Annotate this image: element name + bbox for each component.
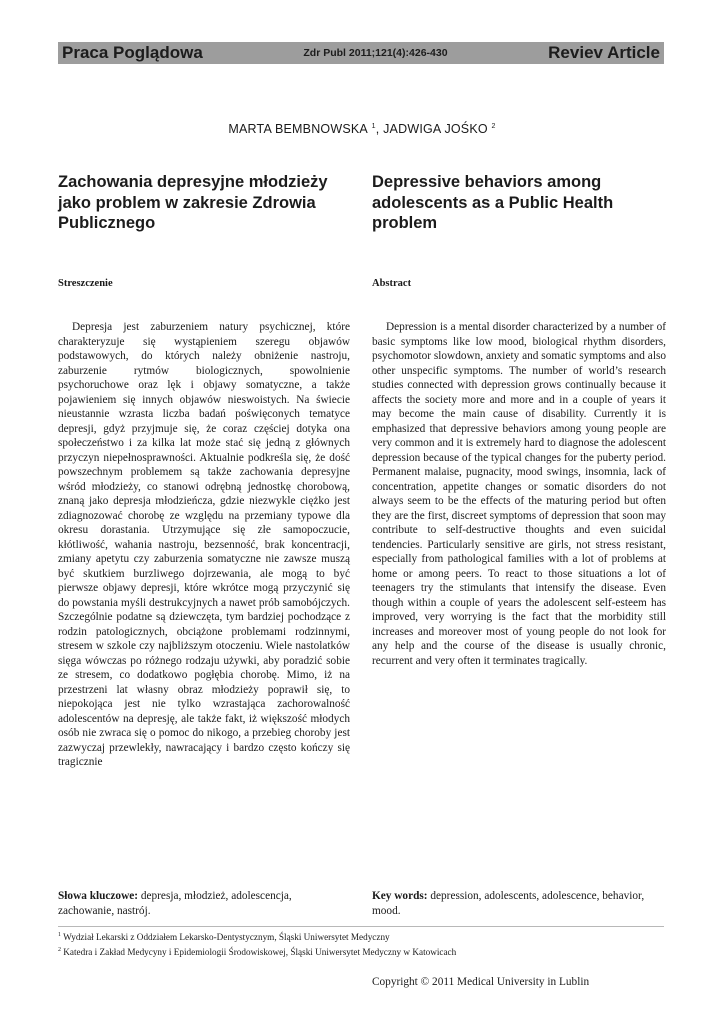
copyright-notice: Copyright © 2011 Medical University in Lublin [372, 976, 590, 988]
footnote [58, 944, 664, 959]
article-type-polish: Praca Poglądowa [62, 43, 203, 62]
keywords-polish [58, 889, 350, 918]
abstract-heading-polish: Streszczenie [58, 278, 113, 289]
footnote-marker: 1 [58, 932, 61, 938]
title-polish: Zachowania depresyjne młodzieży jako problem w zakresie Zdrowia Publicznego [58, 173, 328, 232]
article-type-english: Reviev Article [548, 43, 660, 62]
footnote-text: Wydział Lekarski z Oddziałem Lekarsko-Dentystycznym, Śląski Uniwersytet Medyczny [61, 932, 390, 943]
title-english: Depressive behaviors among adolescents as a Public Health problem [372, 173, 614, 232]
keywords-text-english: depression, adolescents, adolescence, behavior, mood. [372, 890, 645, 917]
abstract-body-english: Depression is a mental disorder characterized by a number of basic symptoms like low mood, biological rhythm disorders, psychomotor slowdown, anxiety and somatic symptoms and also other unspecific symptoms. The number of world’s research studies connected with depression grows continually because it affects the society more and more and in a couple of years it may become the main cause of disability. Currently it is emphasized that depressive behaviors among young people are very common and it is extremely hard to diagnose the adolescent depression because of the typical changes for the puberty period. Permanent malaise, pugnacity, mood swings, insomnia, lack of concentration, appetite changes or somatic disorders do not always seem to be the effects of the maturing period but often they are the first, discreet symptoms of depression that soon may contribute to self-destructive thoughts and even suicidal tendencies. Particularly sensitive are girls, not stress resistant, especially from pathological families with a lot of problems at home or among peers. To react to those situations a lot of teenagers try the stimulants that intensify the disease. Even though within a couple of years the adolescent self-esteem has improved, very worrying is the fact that the morbidity still increases and moreover most of young people do not look for any help and the course of the disease is usually chronic, recurrent and very often it terminates tragically. [372, 321, 666, 667]
footnote-text: Katedra i Zakład Medycyny i Epidemiologii Środowiskowej, Śląski Uniwersytet Medyczny w Katowicach [61, 946, 457, 957]
journal-header-bar [58, 42, 664, 64]
keywords-english [372, 889, 666, 918]
keywords-text-polish: depresja, młodzież, adolescencja, zachowanie, nastrój. [58, 890, 292, 917]
author-line [0, 122, 724, 136]
abstract-heading-english: Abstract [372, 278, 412, 289]
author-1: MARTA BEMBNOWSKA [228, 122, 368, 136]
footnote [58, 929, 664, 944]
abstract-body-polish: Depresja jest zaburzeniem natury psychicznej, które charakteryzuje się wystąpieniem szeregu objawów podstawowych, do których należy obniżenie nastroju, zaburzenie rytmów biologicznych, spowolnienie psychoruchowe oraz lęk i objawy somatyczne, a także pojawieniem się innych objawów nieswoistych. Na świecie nieustannie wzrasta liczba badań poświęconych tematyce depresji, gdyż przyjmuje się, że coraz częściej dotyka ona społeczeństwo i za kilka lat może stać się jedną z głównych przyczyn niepełnosprawności. Aktualnie podkreśla się, że dość powszechnym problemem są także zachowania depresyjne wśród młodzieży, co stanowi odrębną jednostkę chorobową, znaną jako depresja młodzieńcza, gdzie niezwykle ciężko jest zdiagnozować chorobę ze względu na przemiany typowe dla okresu dorastania. Utrzymujące się złe samopoczucie, kłótliwość, wahania nastroju, bezsenność, brak koncentracji, zmiany apetytu czy zaburzenia somatyczne nie zawsze muszą być skutkiem burzliwego dojrzewania, ale mogą to być pierwsze objawy depresji, które wkrótce mogą przyczynić się do powstania myśli destrukcyjnych a nawet prób samobójczych. Szczególnie podatne są dziewczęta, tym bardziej pochodzące z rodzin patologicznych, obciążone problemami rodzinnymi, stresem w szkole czy najbliższym otoczeniu. Wiele nastolatków sięga wówczas po różnego rodzaju używki, aby poradzić sobie ze stresem, co dodatkowo pogłębia chorobę. Mimo, iż na przestrzeni lat własny obraz młodzieży poprawił się, to niepokojąca jest nie tylko wzrastająca zachorowalność adolescentów na depresję, ale także fakt, iż większość młodych osób nie zwraca się o pomoc do nikogo, a przebieg choroby jest zazwyczaj przewlekły, nawracający i bardzo często kończy się tragicznie [58, 321, 350, 768]
footnotes [58, 929, 664, 958]
footnote-divider [58, 926, 664, 927]
footnote-marker: 2 [58, 946, 61, 953]
author-separator: , [375, 122, 384, 136]
keywords-label-english: Key words: [372, 890, 428, 902]
author-1-affiliation: 1 [371, 122, 376, 130]
author-2: JADWIGA JOŚKO [383, 122, 488, 136]
author-2-affiliation: 2 [491, 122, 496, 130]
keywords-label-polish: Słowa kluczowe: [58, 890, 139, 902]
journal-citation: Zdr Publ 2011;121(4):426-430 [303, 47, 448, 59]
